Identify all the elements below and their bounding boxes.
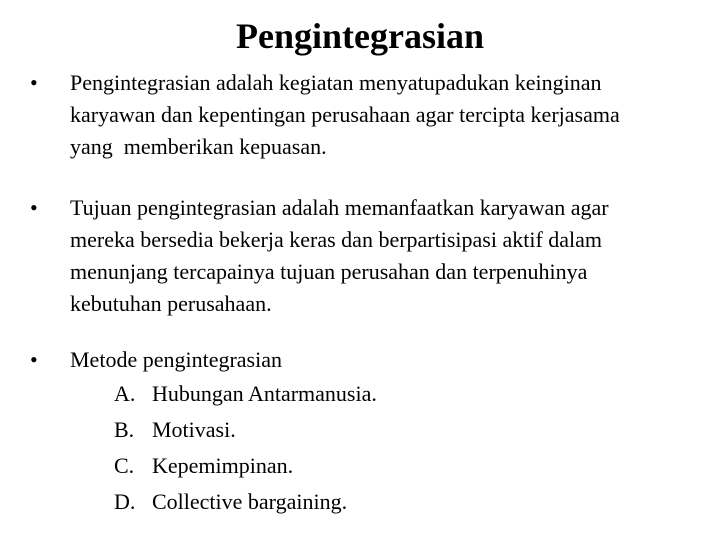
bullet-marker: • — [30, 70, 38, 95]
method-letter: A. — [114, 381, 136, 406]
bullet-line: mereka bersedia bekerja keras dan berpartisipasi aktif dalam — [70, 227, 603, 252]
bullet-line: Tujuan pengintegrasian adalah memanfaatkan karyawan agar — [70, 195, 609, 220]
bullet-line: karyawan dan kepentingan perusahaan agar tercipta kerjasama — [70, 102, 620, 127]
bullet-text — [70, 67, 700, 163]
method-text: Collective bargaining. — [152, 489, 348, 514]
bullet-line: yang memberikan kepuasan. — [70, 134, 327, 159]
method-text: Motivasi. — [152, 417, 236, 442]
bullet-marker: • — [30, 195, 38, 220]
method-text: Kepemimpinan. — [152, 453, 294, 478]
bullet-line: kebutuhan perusahaan. — [70, 291, 272, 316]
method-item — [114, 412, 714, 448]
method-item — [114, 484, 714, 520]
method-letter: C. — [114, 453, 135, 478]
method-text: Hubungan Antarmanusia. — [152, 381, 377, 406]
method-letter: D. — [114, 489, 136, 514]
method-letter: B. — [114, 417, 135, 442]
method-item — [114, 376, 714, 412]
bullet-line: Metode pengintegrasian — [70, 347, 282, 372]
bullet-line: menunjang tercapainya tujuan perusahan dan terpenuhinya — [70, 259, 588, 284]
method-item — [114, 448, 714, 484]
bullet-marker: • — [30, 347, 38, 372]
slide-title: Pengintegrasian — [236, 16, 484, 56]
bullet-line: Pengintegrasian adalah kegiatan menyatupadukan keinginan — [70, 70, 602, 95]
bullet-text — [70, 344, 700, 514]
bullet-text — [70, 192, 700, 320]
method-list — [114, 376, 714, 520]
